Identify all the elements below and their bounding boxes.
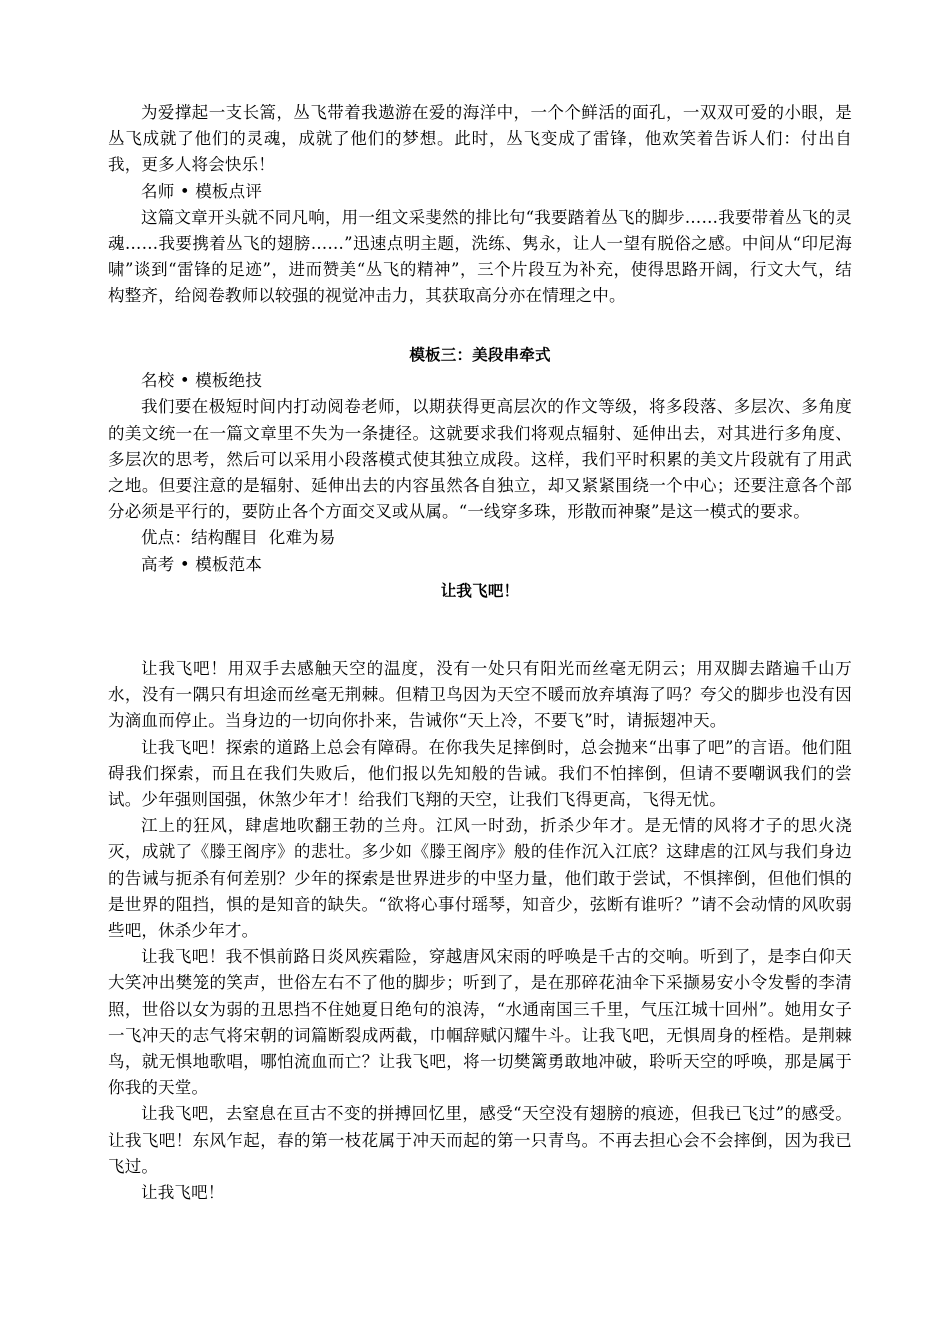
intro-section bbox=[108, 100, 852, 310]
comment-paragraph: 这篇文章开头就不同凡响，用一组文采斐然的排比句“我要踏着丛飞的脚步……我要带着丛飞的灵魂……我要携着丛飞的翅膀……”迅速点明主题，洗练、隽永，让人一望有脱俗之感。中间从“印尼海啸”谈到“雷锋的足迹”，进而赞美“丛飞的精神”，三个片段互为补充，使得思路开阔，行文大气，结构整齐，给阅卷教师以较强的视觉冲击力，其获取高分亦在情理之中。 bbox=[108, 207, 852, 306]
template3-section bbox=[108, 342, 852, 604]
template3-title: 模板三：美段串牵式 bbox=[409, 346, 551, 364]
skill-label: 名校 • 模板绝技 bbox=[141, 371, 263, 391]
comment-label: 名师 • 模板点评 bbox=[141, 181, 263, 201]
essay-paragraph: 江上的狂风，肆虐地吹翻王勃的兰舟。江风一时劲，折杀少年才。是无情的风将才子的思火浇灭，成就了《滕王阁序》的悲壮。多少如《滕王阁序》般的佳作沉入江底？这肆虐的江风与我们身边的告诫与扼杀有何差别？少年的探索是世界进步的中坚力量，他们敢于尝试，不惧摔倒，但他们惧的是世界的阻挡，惧的是知音的缺失。“欲将心事付瑶琴，知音少，弦断有谁听？”请不会动情的风吹弱些吧，休杀少年才。 bbox=[108, 816, 852, 941]
advantage-line: 优点：结构醒目 化难为易 bbox=[141, 528, 336, 548]
skill-paragraph: 我们要在极短时间内打动阅卷老师，以期获得更高层次的作文等级，将多段落、多层次、多角度的美文统一在一篇文章里不失为一条捷径。这就要求我们将观点辐射、延伸出去，对其进行多角度、多层次的思考，然后可以采用小段落模式使其独立成段。这样，我们平时积累的美文片段就有了用武之地。但要注意的是辐射、延伸出去的内容虽然各自独立，却又紧紧围绕一个中心；还要注意各个部分必须是平行的，要防止各个方面交叉或从属。“一线穿多珠，形散而神聚”是这一模式的要求。 bbox=[108, 397, 852, 522]
intro-paragraph: 为爱撑起一支长篙，丛飞带着我遨游在爱的海洋中，一个个鲜活的面孔，一双双可爱的小眼，是丛飞成就了他们的灵魂，成就了他们的梦想。此时，丛飞变成了雷锋，他欢笑着告诉人们：付出自我，更多人将会快乐！ bbox=[108, 103, 852, 175]
essay-title: 让我飞吧！ bbox=[440, 581, 520, 600]
essay-paragraph: 让我飞吧！探索的道路上总会有障碍。在你我失足摔倒时，总会抛来“出事了吧”的言语。他们阻碍我们探索，而且在我们失败后，他们报以先知般的告诫。我们不怕摔倒，但请不要嘲讽我们的尝试。少年强则国强，休煞少年才！给我们飞翔的天空，让我们飞得更高，飞得无忧。 bbox=[108, 737, 852, 810]
sample-label: 高考 • 模板范本 bbox=[141, 554, 263, 574]
essay-body bbox=[108, 656, 852, 1206]
essay-paragraph: 让我飞吧！我不惧前路日炎风疾霜险，穿越唐风宋雨的呼唤是千古的交响。听到了，是李白仰天大笑冲出樊笼的笑声，世俗左右不了他的脚步；听到了，是在那碎花油伞下采撷易安小令发髻的李清照，世俗以女为弱的丑思挡不住她夏日绝句的浪涛，“水通南国三千里，气压江城十回州”。她用女子一飞冲天的志气将宋朝的词篇断裂成两截，巾帼辞赋闪耀牛斗。让我飞吧，无惧周身的桎梏。是荆棘鸟，就无惧地歌唱，哪怕流血而亡？让我飞吧，将一切樊篱勇敢地冲破，聆听天空的呼唤，那是属于你我的天堂。 bbox=[108, 947, 852, 1098]
essay-paragraph: 让我飞吧！用双手去感触天空的温度，没有一处只有阳光而丝毫无阴云；用双脚去踏遍千山万水，没有一隅只有坦途而丝毫无荆棘。但精卫鸟因为天空不暖而放弃填海了吗？夸父的脚步也没有因为滴血而停止。当身边的一切向你扑来，告诫你“天上冷，不要飞”时，请振翅冲天。 bbox=[108, 659, 852, 731]
essay-paragraph: 让我飞吧，去窒息在亘古不变的拼搏回忆里，感受“天空没有翅膀的痕迹，但我已飞过”的感受。让我飞吧！东风乍起，春的第一枝花属于冲天而起的第一只青鸟。不再去担心会不会摔倒，因为我已飞过。 bbox=[108, 1104, 852, 1176]
essay-closing: 让我飞吧！ bbox=[141, 1183, 225, 1203]
